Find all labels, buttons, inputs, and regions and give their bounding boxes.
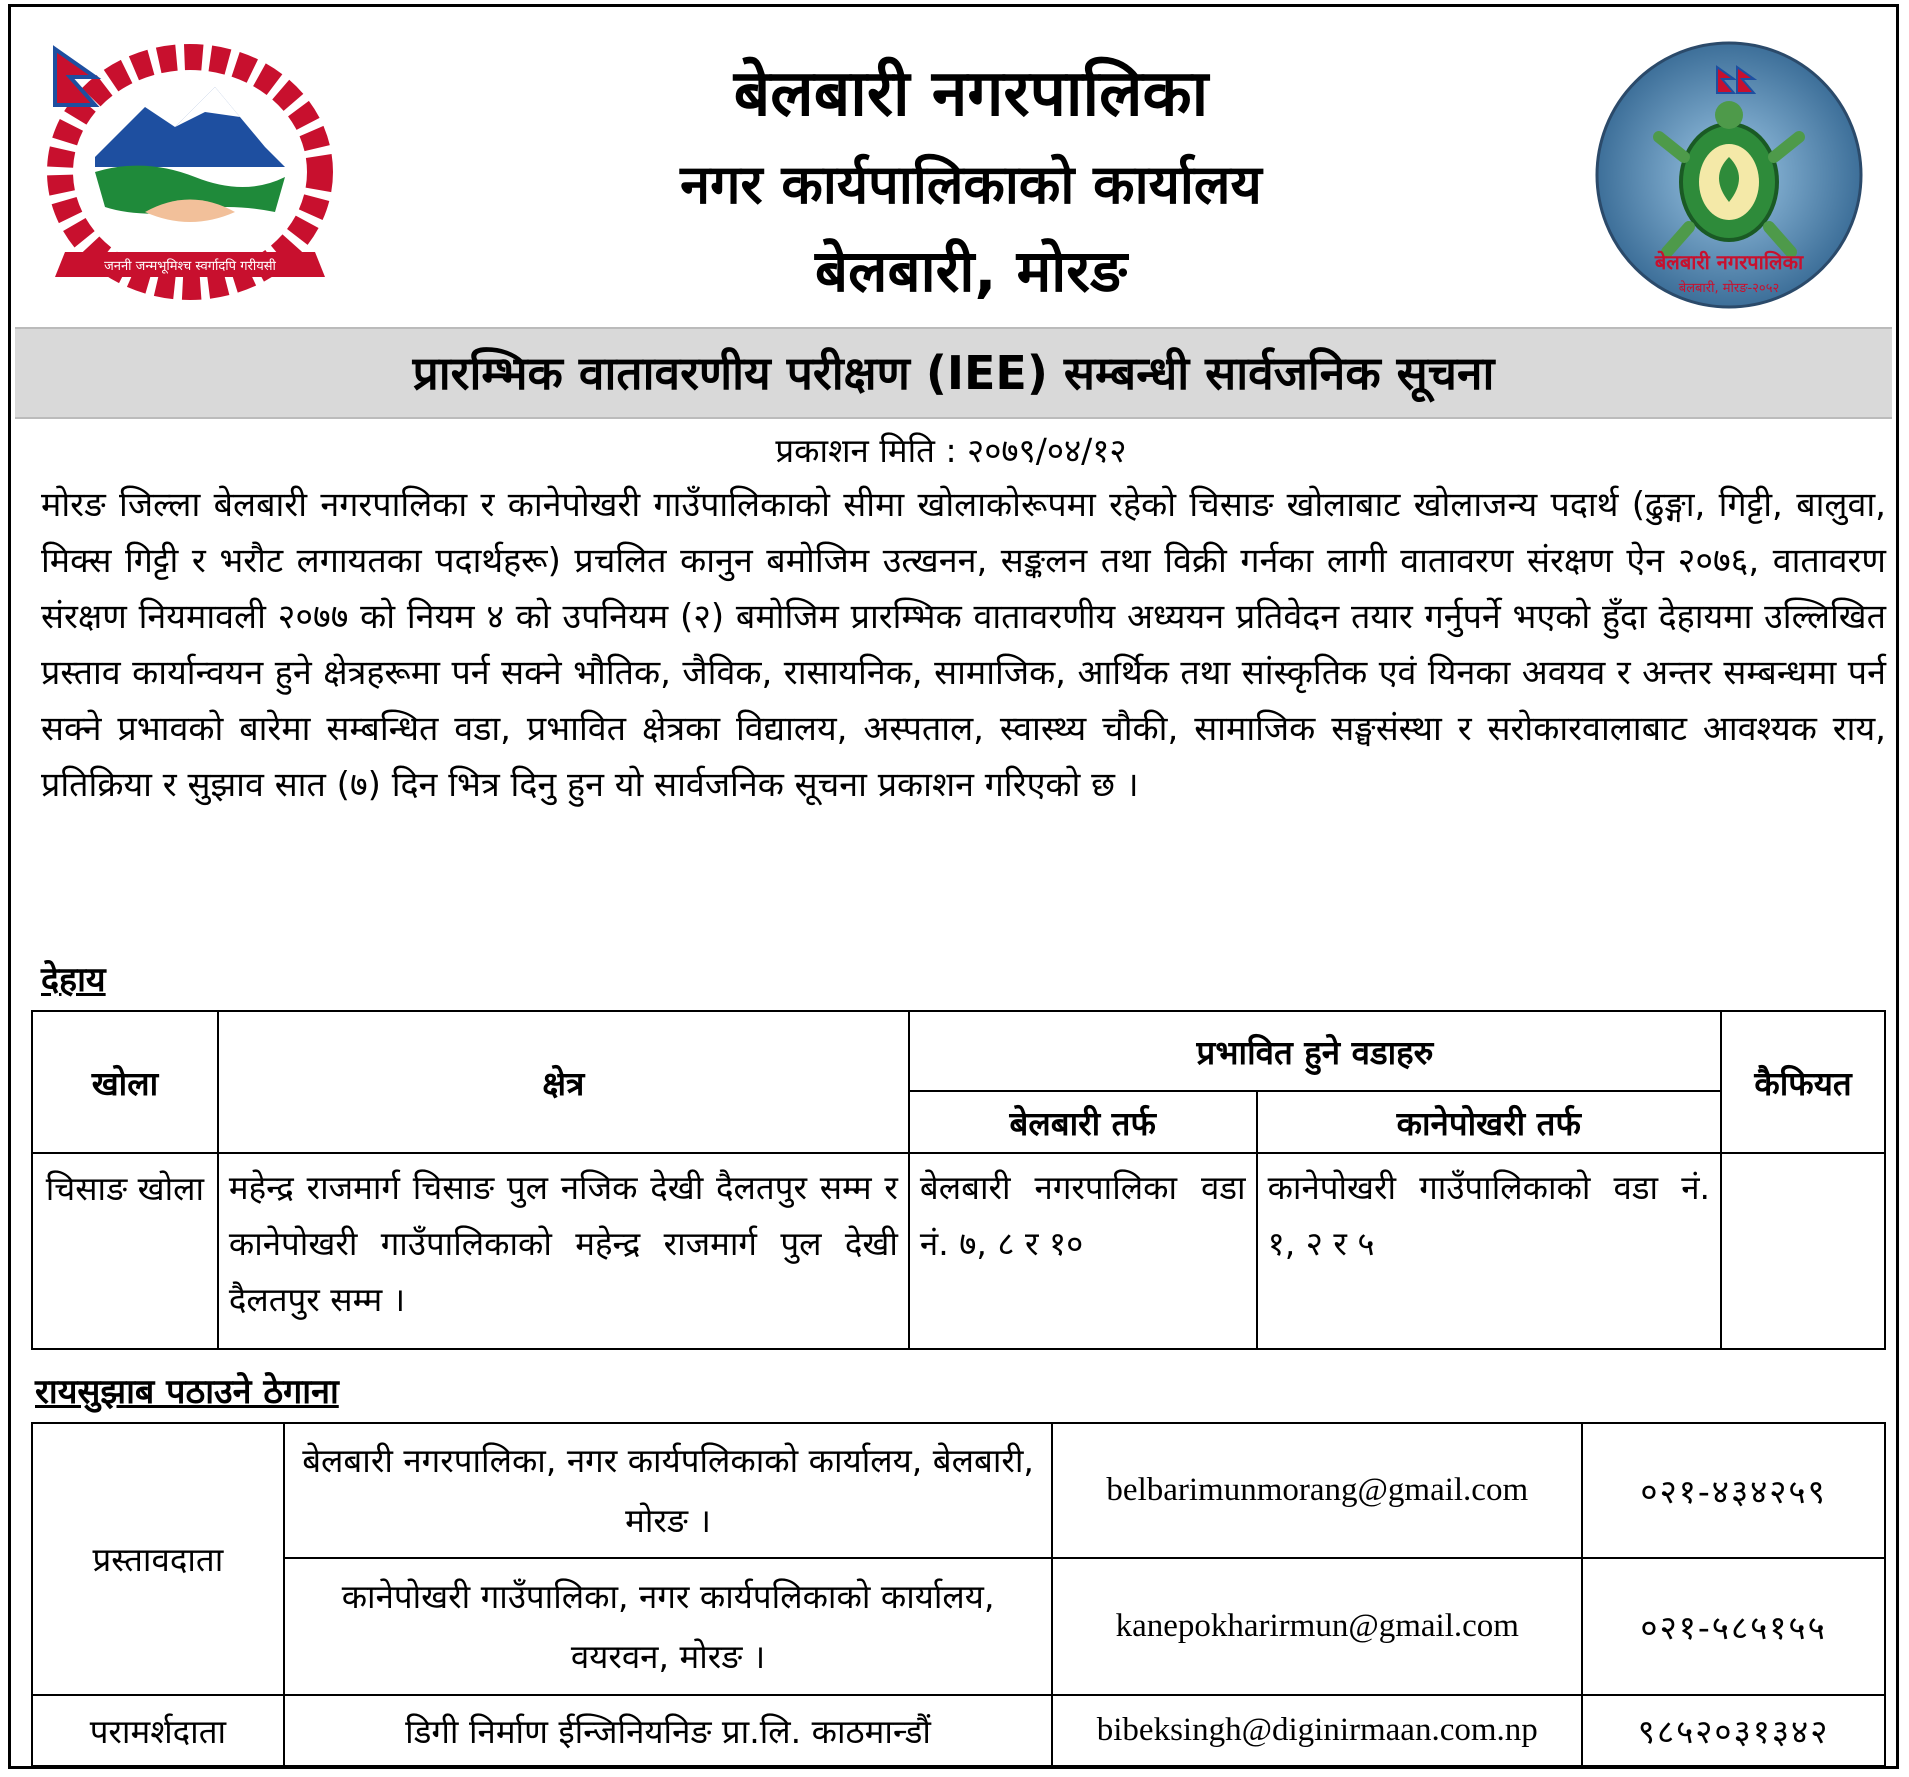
col-kanepokhari-side: कानेपोखरी तर्फ [1257,1091,1721,1153]
org-name: बेलबारी नगरपालिका [733,57,1209,131]
contact-email[interactable]: bibeksingh@diginirmaan.com.np [1052,1695,1582,1766]
contact-address: कानेपोखरी गाउँपालिका, नगर कार्यपलिकाको कार्यालय, वयरवन, मोरङ । [284,1558,1053,1694]
dehay-heading: देहाय [41,960,106,1000]
consultant-label: परामर्शदाता [32,1695,284,1766]
contact-address: डिगी निर्माण ईन्जिनियनिङ प्रा.लि. काठमान्डौं [284,1695,1053,1766]
notice-body: मोरङ जिल्ला बेलबारी नगरपालिका र कानेपोखरी गाउँपालिकाको सीमा खोलाकोरूपमा रहेको चिसाङ खोलाबाट खोलाजन्य पदार्थ (ढुङ्गा, गिट्टी, बालुवा, मिक्स गिट्टी र भरौट लगायतका पदार्थहरू) प्रचलित कानुन बमोजिम उत्खनन, सङ्कलन तथा विक्री गर्नका लागी वातावरण संरक्षण ऐन २०७६, वातावरण संरक्षण नियमावली २०७७ को नियम ४ को उपनियम (२) बमोजिम प्रारम्भिक वातावरणीय अध्ययन प्रतिवेदन तयार गर्नुपर्ने भएको हुँदा देहायमा उल्लिखित प्रस्ताव कार्यान्वयन हुने क्षेत्रहरूमा पर्न सक्ने भौतिक, जैविक, रासायनिक, सामाजिक, आर्थिक तथा सांस्कृतिक एवं यिनका अवयव र अन्तर सम्बन्धमा पर्न सक्ने प्रभावको बारेमा सम्बन्धित वडा, प्रभावित क्षेत्रका विद्यालय, अस्पताल, स्वास्थ्य चौकी, सामाजिक सङ्घसंस्था र सरोकारवालाबाट आवश्यक राय, प्रतिक्रिया र सुझाव सात (७) दिन भित्र दिनु हुन यो सार्वजनिक सूचना प्रकाशन गरिएको छ । [41,485,1886,805]
municipality-logo-icon [1589,37,1869,312]
contact-address: बेलबारी नगरपालिका, नगर कार्यपलिकाको कार्यालय, बेलबारी, मोरङ । [284,1423,1053,1558]
cell-kshetra: महेन्द्र राजमार्ग चिसाङ पुल नजिक देखी दैलतपुर सम्म र कानेपोखरी गाउँपालिकाको महेन्द्र राजमार्ग पुल देखी दैलतपुर सम्म । [218,1153,909,1349]
contact-phone: ०२१-४३४२५९ [1582,1423,1885,1558]
col-remarks: कैफियत [1721,1011,1885,1153]
contact-email[interactable]: belbarimunmorang@gmail.com [1052,1423,1582,1558]
logo-subtext: बेलबारी, मोरङ-२०५२ [1678,281,1780,296]
col-kshetra: क्षेत्र [218,1011,909,1153]
proposer-label: प्रस्तावदाता [32,1423,284,1695]
org-location: बेलबारी, मोरङ [815,237,1127,305]
contacts-table [31,1422,1886,1767]
contact-phone: ०२१-५८५१५५ [1582,1558,1885,1694]
cell-belbari-wards: बेलबारी नगरपालिका वडा नं. ७, ८ र १० [909,1153,1257,1349]
logo-text: बेलबारी नगरपालिका [1654,250,1804,274]
project-table [31,1010,1886,1350]
title-bar [15,327,1892,419]
col-belbari-side: बेलबारी तर्फ [909,1091,1257,1153]
cell-khola: चिसाङ खोला [32,1153,218,1349]
publication-date: प्रकाशन मिति : २०७९/०४/१२ [775,431,1127,470]
contacts-heading: रायसुझाब पठाउने ठेगाना [35,1372,339,1412]
cell-remarks [1721,1153,1885,1349]
emblem-motto: जननी जन्मभूमिश्च स्वर्गादपि गरीयसी [104,259,276,274]
nepal-emblem-icon [25,37,355,307]
notice-title: प्रारम्भिक वातावरणीय परीक्षण (IEE) सम्बन्धी सार्वजनिक सूचना [412,346,1495,400]
col-khola: खोला [32,1011,218,1153]
cell-kanepokhari-wards: कानेपोखरी गाउँपालिकाको वडा नं. १, २ र ५ [1257,1153,1721,1349]
org-office: नगर कार्यपालिकाको कार्यालय [680,153,1262,216]
contact-email[interactable]: kanepokharirmun@gmail.com [1052,1558,1582,1694]
notice-frame [8,4,1899,1769]
col-affected-wards: प्रभावित हुने वडाहरु [909,1011,1721,1091]
contact-phone: ९८५२०३१३४२ [1582,1695,1885,1766]
